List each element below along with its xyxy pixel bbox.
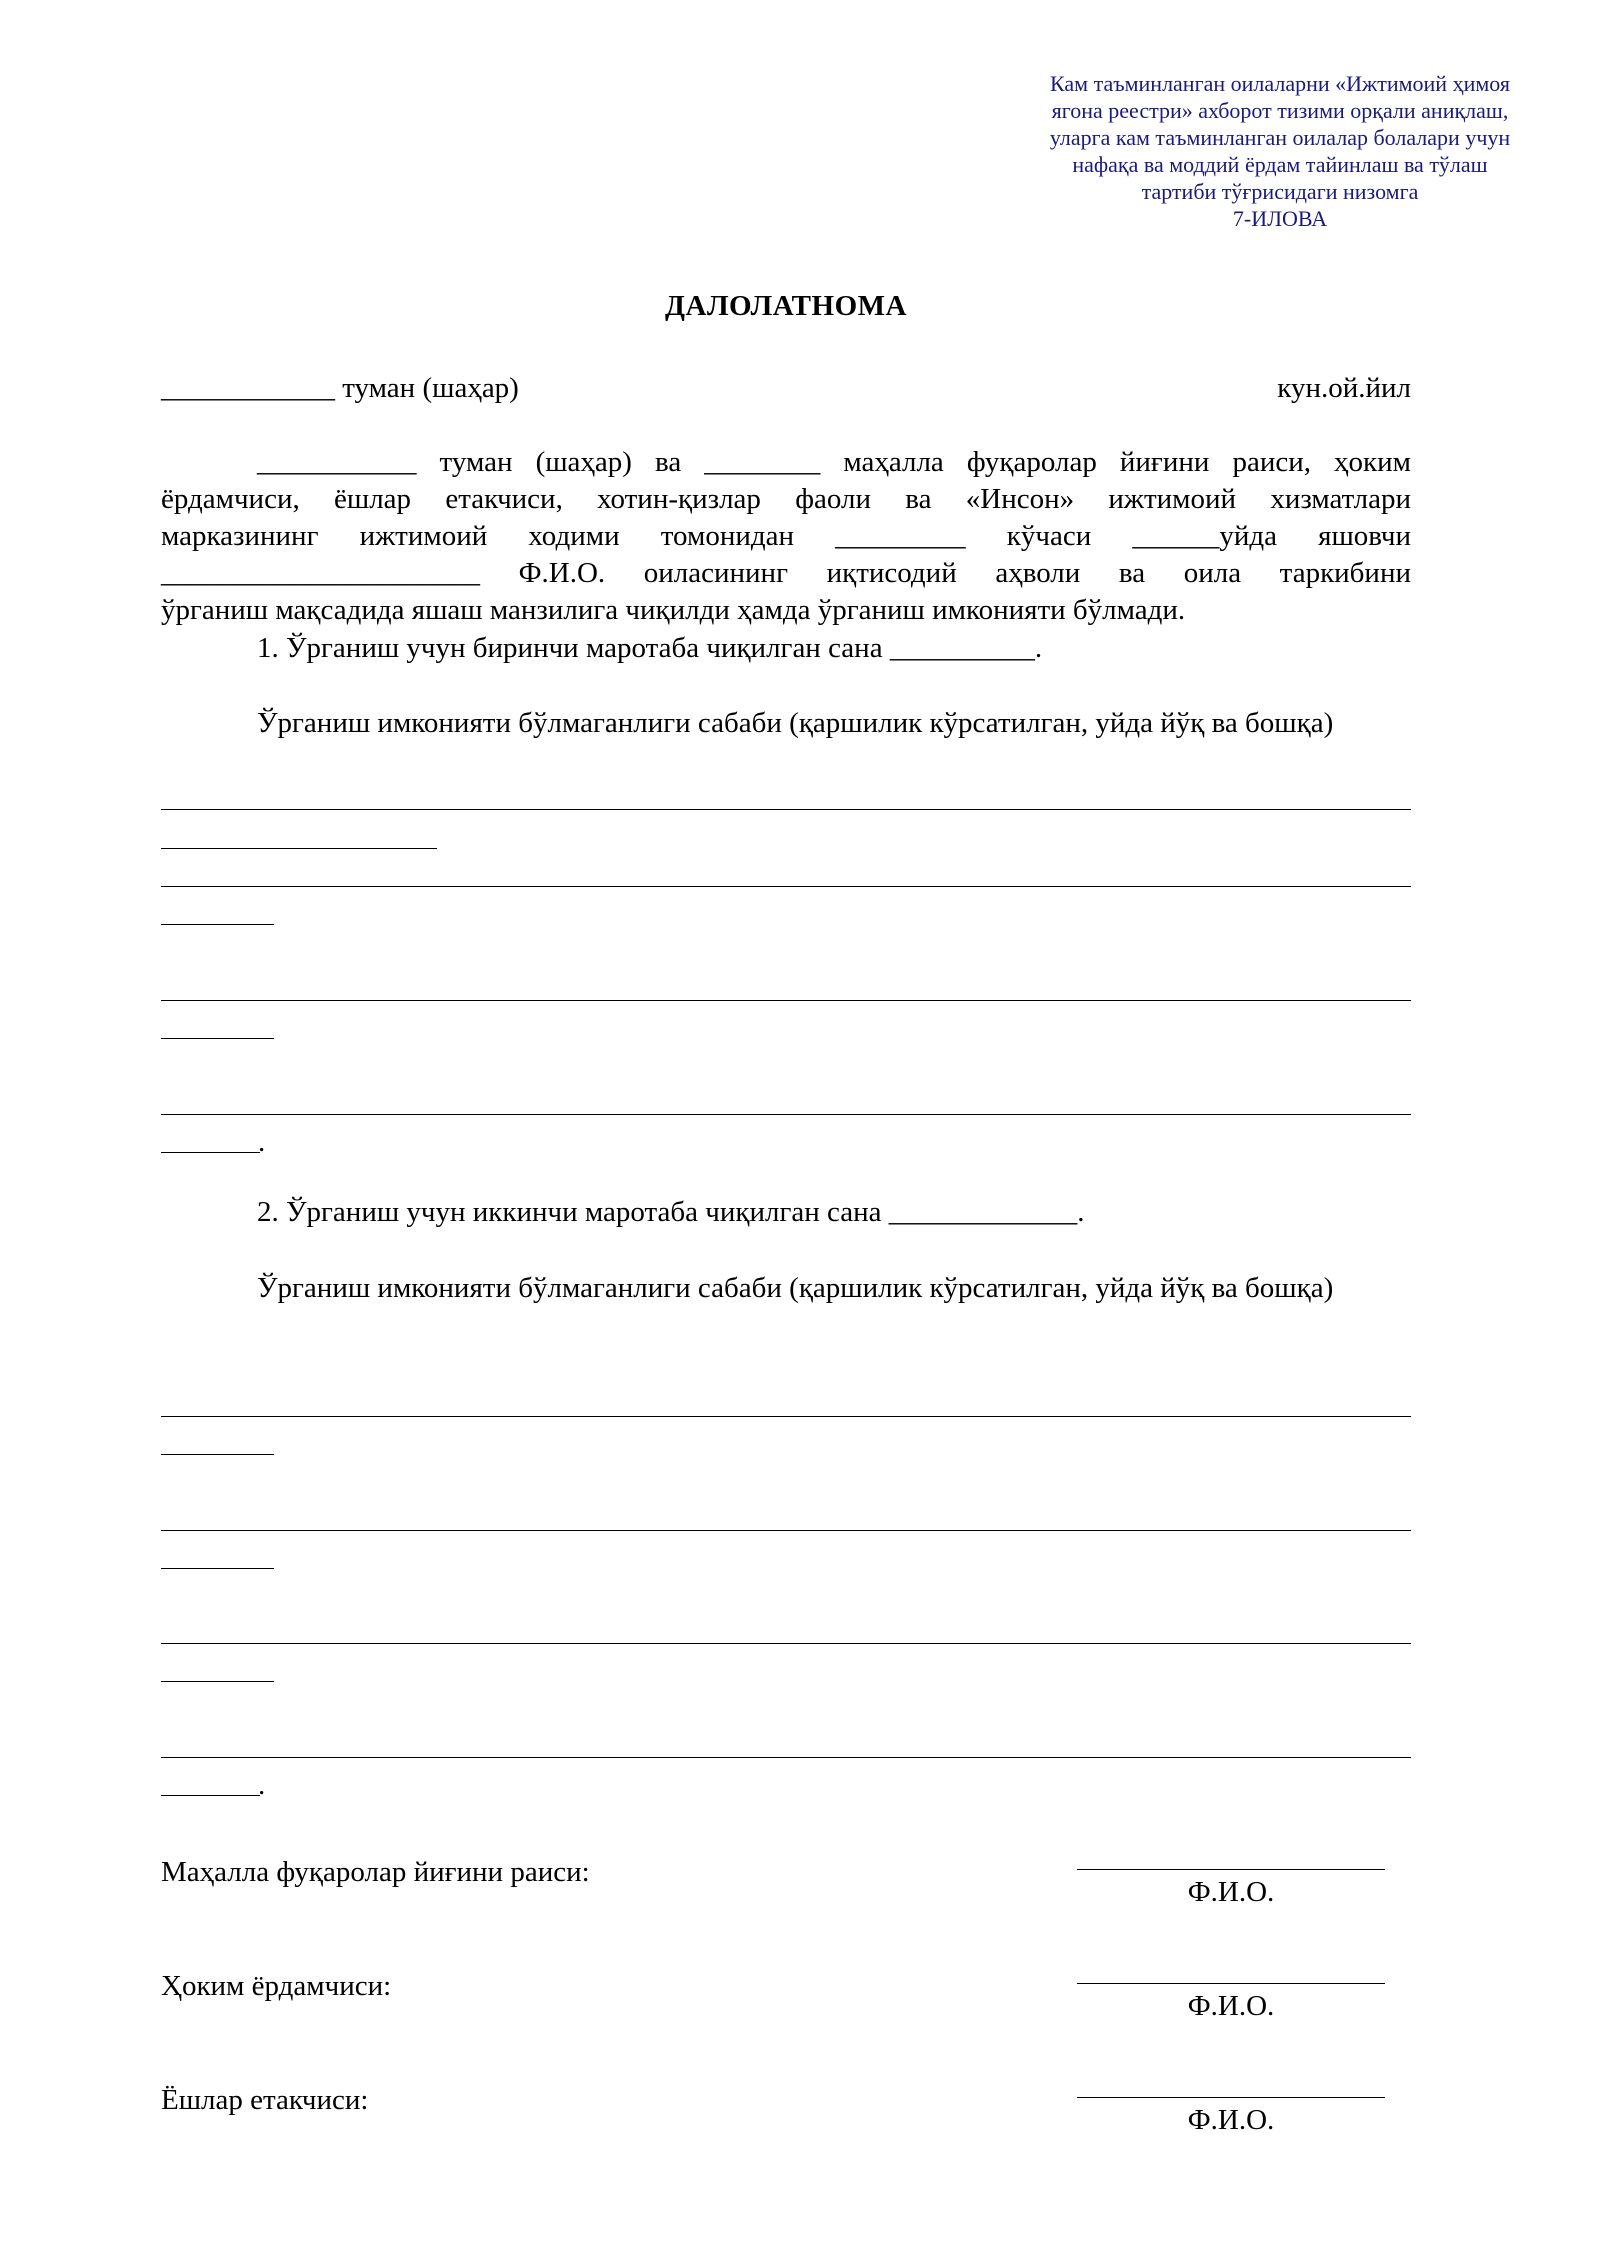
section1-reason: Ўрганиш имконияти бўлмаганлиги сабаби (қаршилик кўрсатилган, уйда йўқ ва бошқа) [257, 707, 1334, 739]
section2-heading: 2. Ўрганиш учун иккинчи маротаба чиқилган сана _____________. [257, 1196, 1085, 1228]
intro-line: ___________ туман (шаҳар) ва ________ маҳалла фуқаролар йиғини раиси, ҳоким [257, 446, 1411, 478]
signature-name: Ф.И.О. [1187, 1990, 1275, 2022]
date-field: кун.ой.йил [1277, 372, 1411, 404]
annex-line: ягона реестри» ахборот тизими орқали аниқлаш, [1051, 98, 1509, 123]
header-row [161, 369, 1411, 407]
annex-line: тартиби тўғрисидаги низомга [1141, 179, 1419, 204]
annex-line: уларга кам таъминланган оилалар болалари учун [1049, 125, 1511, 150]
annex-note [1020, 70, 1540, 232]
signature-line [1077, 1869, 1385, 1870]
answer-line [161, 924, 274, 925]
section1-heading: 1. Ўрганиш учун биринчи маротаба чиқилган сана __________. [257, 632, 1043, 664]
annex-number: 7-ИЛОВА [1232, 206, 1328, 231]
annex-line: Кам таъминланган оилаларни «Ижтимоий ҳимоя [1050, 71, 1510, 96]
annex-line: нафақа ва моддий ёрдам тайинлаш ва тўлаш [1072, 152, 1488, 177]
answer-line [161, 1757, 1411, 1758]
document-title: ДАЛОЛАТНОМА [665, 290, 907, 322]
intro-line: ўрганиш мақсадида яшаш манзилига чиқилди ҳамда ўрганиш имконияти бўлмади. [161, 594, 1186, 626]
period-mark: . [258, 1126, 266, 1158]
intro-line: ______________________ Ф.И.О. оиласининг иқтисодий аҳволи ва оила таркибини [161, 557, 1411, 589]
answer-line [161, 1681, 274, 1682]
intro-paragraph [161, 444, 1411, 629]
signature-role: Ёшлар етакчиси: [161, 2084, 369, 2116]
signature-line [1077, 2097, 1385, 2098]
period-mark: . [258, 1769, 266, 1801]
signature-role: Маҳалла фуқаролар йиғини раиси: [161, 1856, 590, 1888]
answer-line [161, 1643, 1411, 1644]
answer-line [161, 1038, 274, 1039]
intro-line: ёрдамчиси, ёшлар етакчиси, хотин-қизлар фаоли ва «Инсон» ижтимоий хизматлари [161, 483, 1411, 515]
answer-line [161, 1795, 260, 1796]
answer-line [161, 1152, 260, 1153]
signature-line [1077, 1983, 1385, 1984]
answer-line [161, 1416, 1411, 1417]
answer-line [161, 1568, 274, 1569]
answer-line [161, 1000, 1411, 1001]
answer-line [161, 848, 437, 849]
signature-name: Ф.И.О. [1187, 1876, 1275, 1908]
intro-line: марказининг ижтимоий ходими томонидан _________ кўчаси ______уйда яшовчи [161, 520, 1411, 552]
answer-line [161, 1454, 274, 1455]
signature-name: Ф.И.О. [1187, 2104, 1275, 2136]
answer-line [161, 1530, 1411, 1531]
district-field: ____________ туман (шаҳар) [161, 372, 519, 404]
section2-reason: Ўрганиш имконияти бўлмаганлиги сабаби (қаршилик кўрсатилган, уйда йўқ ва бошқа) [257, 1272, 1334, 1304]
signature-role: Ҳоким ёрдамчиси: [161, 1970, 392, 2002]
answer-line [161, 809, 1411, 810]
answer-line [161, 1114, 1411, 1115]
answer-line [161, 886, 1411, 887]
